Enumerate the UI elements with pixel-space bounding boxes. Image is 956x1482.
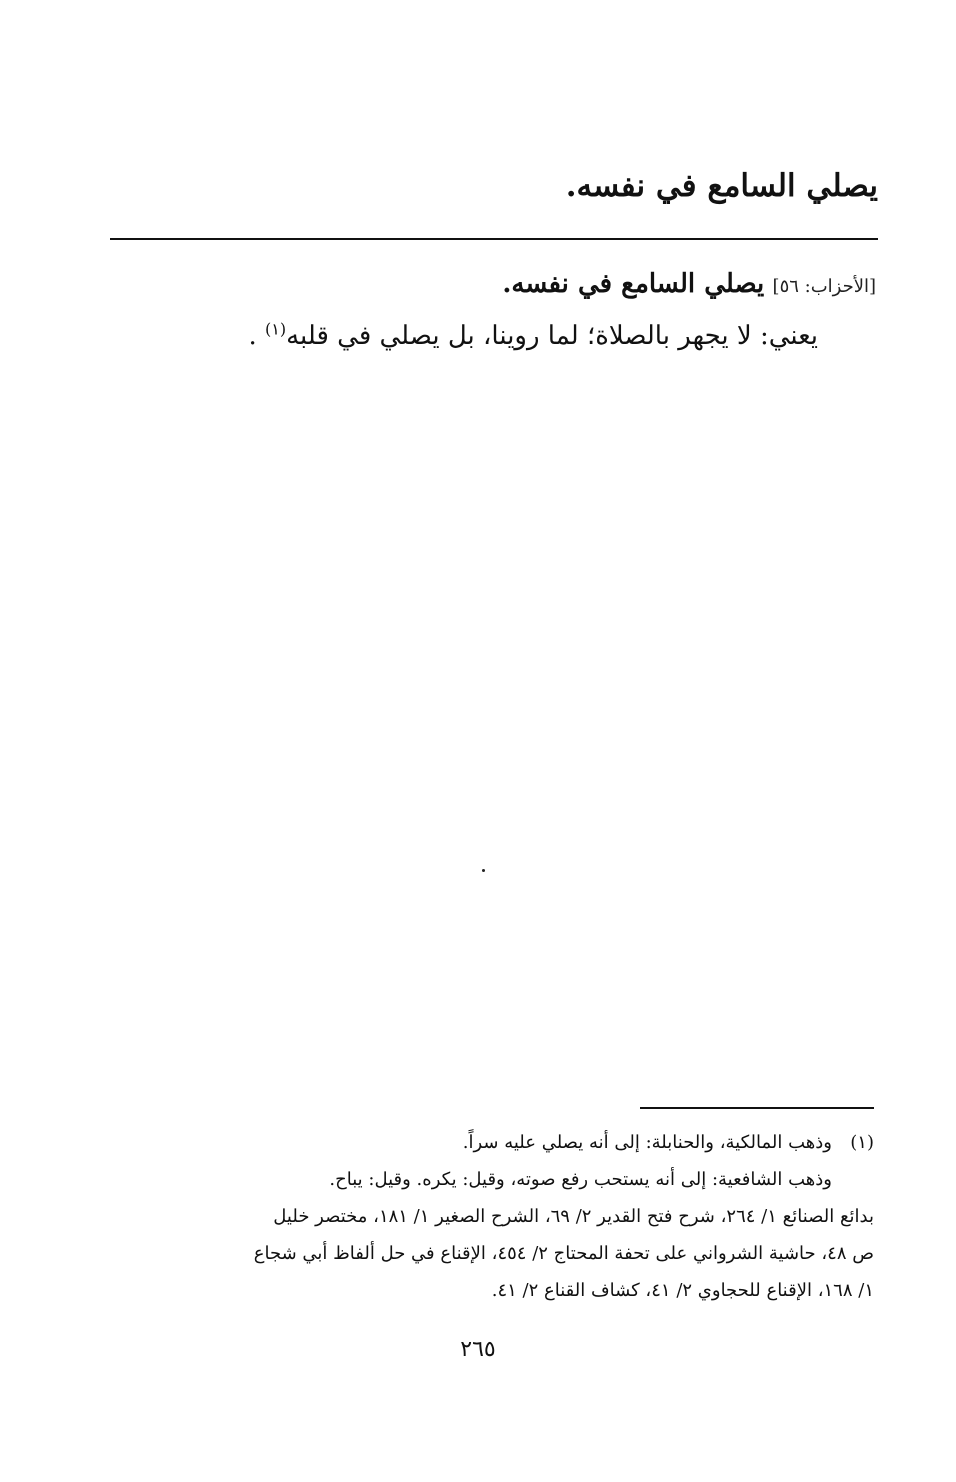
footnote-text: وذهب المالكية، والحنابلة: إلى أنه يصلي عليه سراً. <box>462 1132 832 1153</box>
footnote-number: (١) <box>850 1132 874 1153</box>
commentary-end-punctuation: . <box>248 321 257 351</box>
footnote-line: ١/ ١٦٨، الإقناع للحجاوي ٢/ ٤١، كشاف القناع ٢/ ٤١. <box>491 1280 874 1301</box>
footnote-divider <box>640 1107 874 1109</box>
header-divider <box>110 238 878 240</box>
scan-speck <box>482 869 485 872</box>
verse-text: يصلي السامع في نفسه. <box>502 269 765 299</box>
verse-line <box>96 266 876 302</box>
footnote-line: بدائع الصنائع ١/ ٢٦٤، شرح فتح القدير ٢/ ٦٩، الشرح الصغير ١/ ١٨١، مختصر خليل <box>273 1206 874 1227</box>
running-header-title: يصلي السامع في نفسه. <box>565 168 878 204</box>
verse-reference: [الأحزاب: ٥٦] <box>772 276 876 297</box>
footnote-reference-marker[interactable]: (١) <box>264 319 287 339</box>
commentary-text: يعني: لا يجهر بالصلاة؛ لما روينا، بل يصلي في قلبه <box>286 321 818 351</box>
footnote-line <box>104 1124 874 1161</box>
footnote-line: ص ٤٨، حاشية الشرواني على تحفة المحتاج ٢/ ٤٥٤، الإقناع في حل ألفاظ أبي شجاع <box>253 1243 874 1264</box>
commentary-paragraph <box>98 318 818 354</box>
page-number: ٢٦٥ <box>460 1337 496 1362</box>
footnote-line: وذهب الشافعية: إلى أنه يستحب رفع صوته، وقيل: يكره. وقيل: يباح. <box>329 1169 832 1190</box>
footnotes-block <box>104 1124 874 1309</box>
